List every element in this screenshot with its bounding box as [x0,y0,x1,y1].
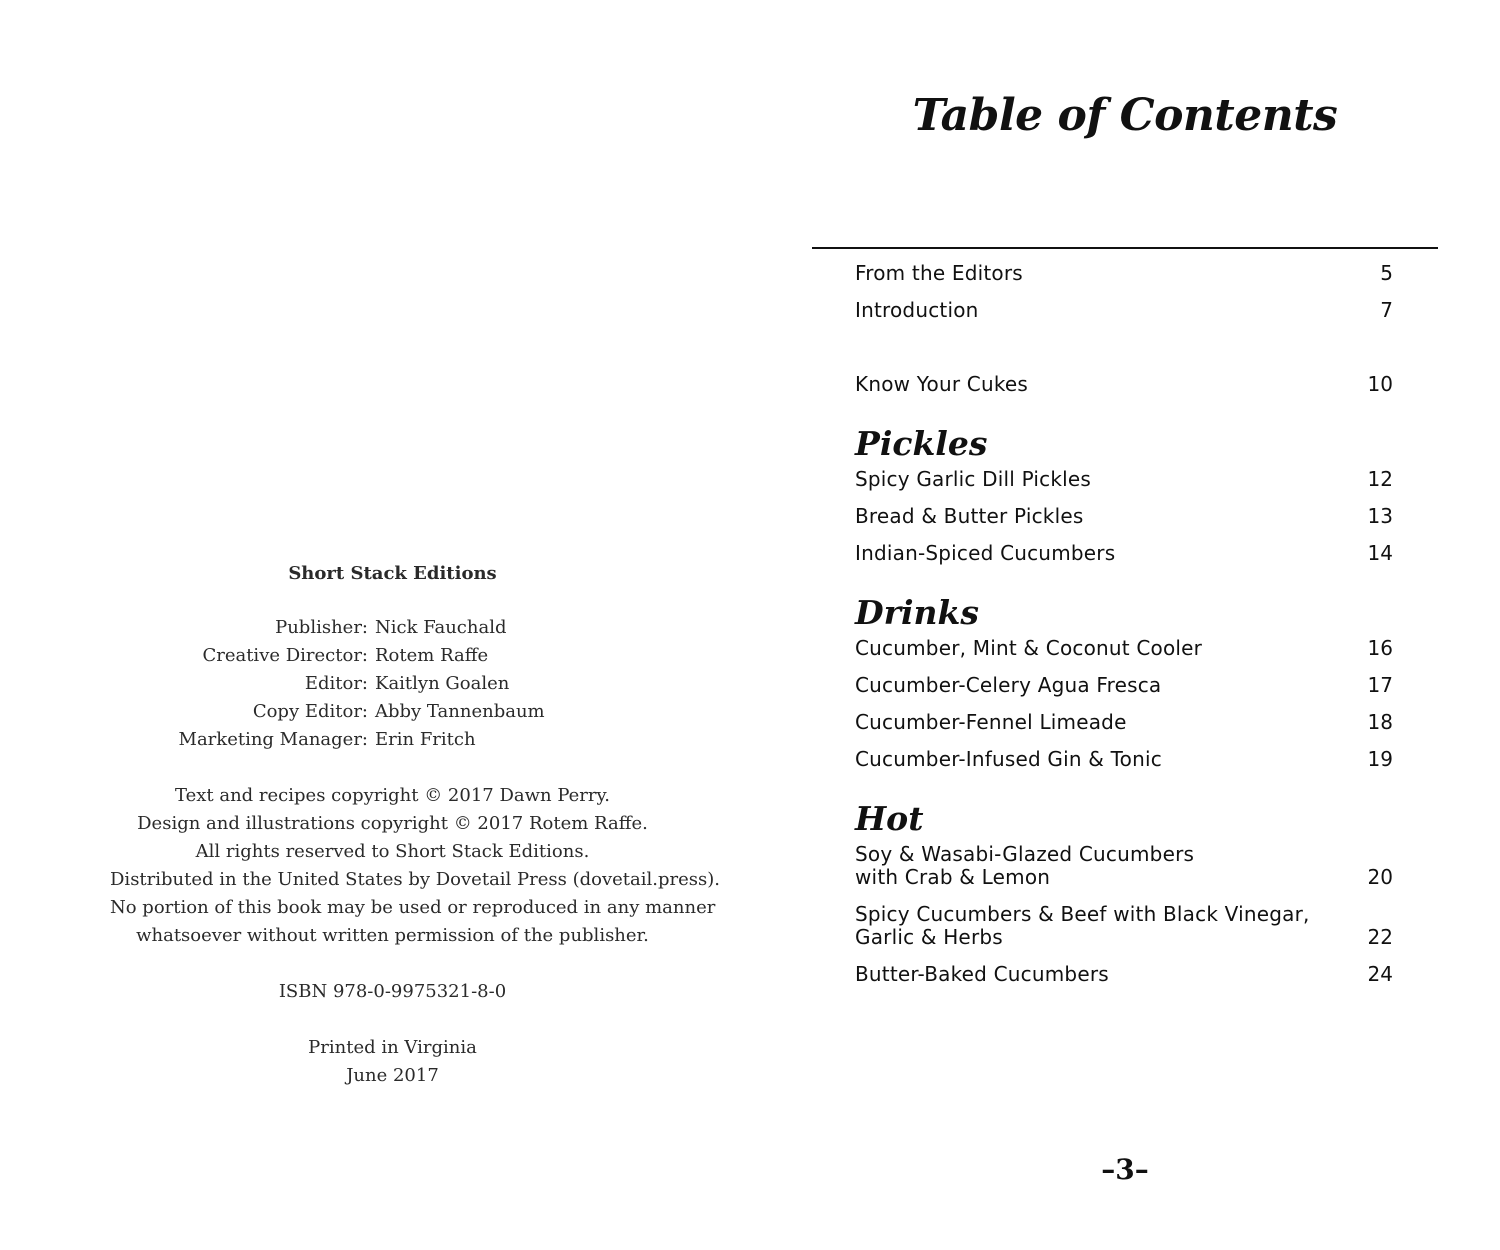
staff-role: Marketing Manager: [178,729,368,750]
toc-entry[interactable] [855,674,1393,697]
toc-entry[interactable] [855,963,1393,986]
toc-entry-page: 12 [1367,467,1393,491]
toc-entry-page: 10 [1367,372,1393,396]
imprint-name: Short Stack Editions [288,563,497,584]
toc-entry-page: 16 [1367,636,1393,660]
toc-entry[interactable] [855,637,1393,660]
toc-entry[interactable] [855,299,1393,322]
copyright-line: whatsoever without written permission of the publisher. [136,925,649,946]
toc-entry-label: Indian-Spiced Cucumbers [855,541,1116,565]
toc-entry-label: From the Editors [855,261,1023,285]
copyright-notice [110,782,720,950]
staff-row [110,670,675,698]
toc-entry-label: Spicy Garlic Dill Pickles [855,467,1092,491]
staff-row [110,614,675,642]
toc-entry-page: 22 [1367,925,1393,949]
toc-entry-page: 19 [1367,747,1393,771]
toc-entry[interactable] [855,711,1393,734]
toc-entry-page: 17 [1367,673,1393,697]
toc-entry[interactable] [855,542,1393,565]
toc-entry-page: 14 [1367,541,1393,565]
toc-entry-label: Spicy Cucumbers & Beef with Black Vinegar, Garlic & Herbs [855,902,1310,949]
toc-title: Table of Contents [912,90,1338,141]
staff-name: Nick Fauchald [375,617,507,638]
toc-entry[interactable] [855,843,1393,889]
staff-row [110,642,675,670]
print-date: June 2017 [346,1065,439,1086]
toc-entry-label: Introduction [855,298,979,322]
toc-entry[interactable] [855,903,1393,949]
staff-list [110,614,675,754]
toc-entry-page: 5 [1380,261,1393,285]
toc-entry-page: 13 [1367,504,1393,528]
toc-entry[interactable] [855,262,1393,285]
toc-entry-label: Cucumber-Celery Agua Fresca [855,673,1162,697]
staff-name: Kaitlyn Goalen [375,673,510,694]
toc-entry-label: Cucumber-Infused Gin & Tonic [855,747,1162,771]
copyright-line: No portion of this book may be used or reproduced in any manner [110,897,716,918]
isbn: ISBN 978-0-9975321-8-0 [278,981,507,1002]
staff-name: Rotem Raffe [375,645,489,666]
toc-entry-label: Cucumber-Fennel Limeade [855,710,1127,734]
toc-entry-label: Cucumber, Mint & Coconut Cooler [855,636,1203,660]
toc-entry-label: Soy & Wasabi-Glazed Cucumbers with Crab & Lemon [855,842,1195,889]
copyright-line: Distributed in the United States by Dovetail Press (dovetail.press). [110,869,720,890]
title-divider [812,247,1438,249]
section-heading-drinks: Drinks [855,593,979,632]
toc-entry[interactable] [855,505,1393,528]
page-number: –3– [1101,1153,1149,1186]
toc-entry-label: Know Your Cukes [855,372,1029,396]
toc-entry-label: Bread & Butter Pickles [855,504,1084,528]
staff-role: Publisher: [275,617,368,638]
toc-entry[interactable] [855,468,1393,491]
table-of-contents [855,262,1393,1000]
toc-entry-page: 7 [1380,298,1393,322]
toc-entry-label: Butter-Baked Cucumbers [855,962,1109,986]
staff-row [110,726,675,754]
staff-name: Abby Tannenbaum [375,701,545,722]
copyright-line: Design and illustrations copyright © 2017 Rotem Raffe. [137,813,648,834]
staff-role: Copy Editor: [252,701,368,722]
staff-row [110,698,675,726]
toc-entry-page: 20 [1367,865,1393,889]
copyright-line: All rights reserved to Short Stack Editions. [195,841,590,862]
toc-entry[interactable] [855,748,1393,771]
printed-location: Printed in Virginia [308,1037,477,1058]
staff-role: Editor: [304,673,368,694]
print-info [110,1034,675,1090]
colophon [110,560,720,1090]
section-heading-pickles: Pickles [855,424,988,463]
spacer [855,336,1393,373]
toc-entry[interactable] [855,373,1393,396]
section-heading-hot: Hot [855,799,924,838]
toc-entry-page: 24 [1367,962,1393,986]
staff-role: Creative Director: [202,645,368,666]
staff-name: Erin Fritch [375,729,476,750]
toc-entry-page: 18 [1367,710,1393,734]
copyright-line: Text and recipes copyright © 2017 Dawn Perry. [174,785,610,806]
